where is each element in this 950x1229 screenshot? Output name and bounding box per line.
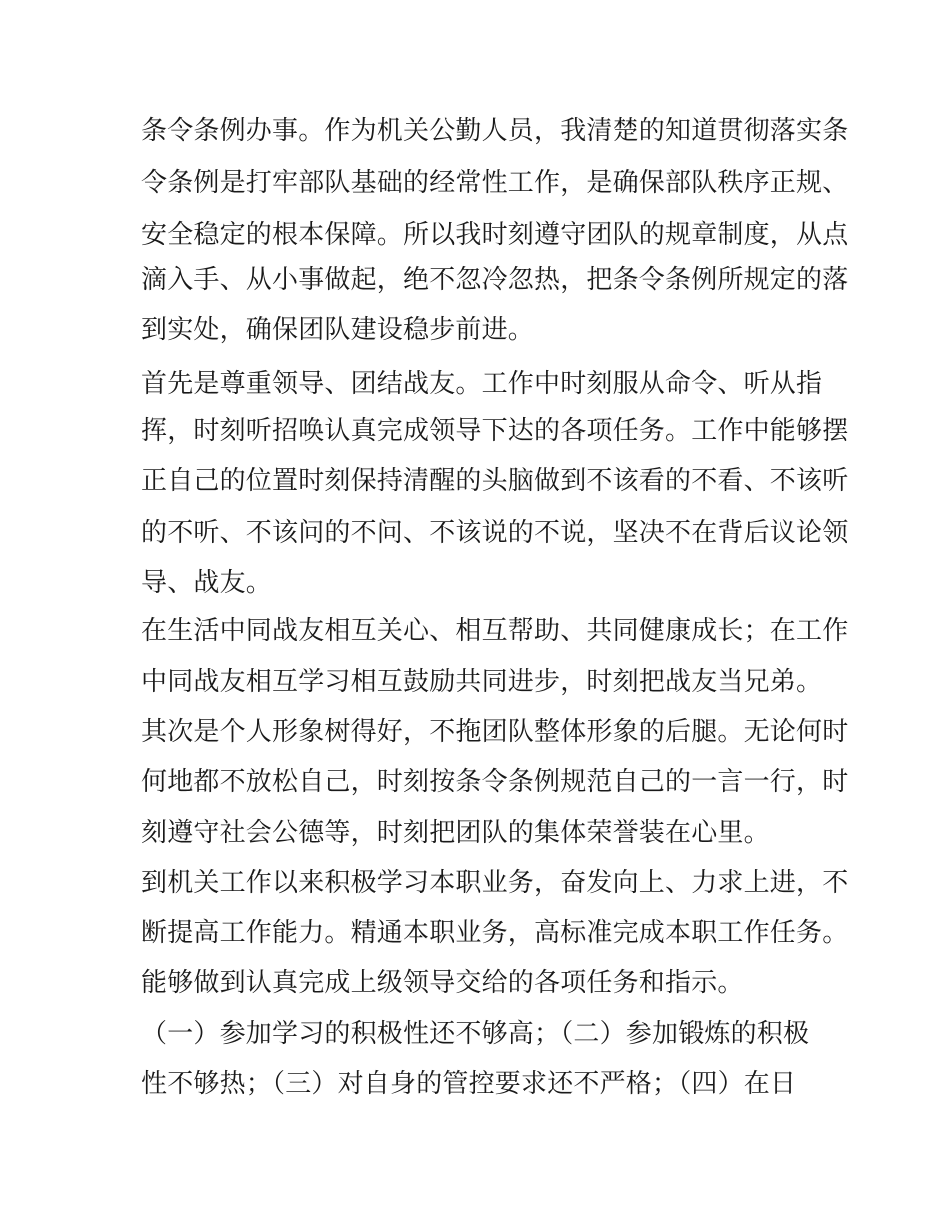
text-line: 中同战友相互学习相互鼓励共同进步，时刻把战友当兄弟。 — [141, 667, 823, 697]
text-line: 其次是个人形象树得好，不拖团队整体形象的后腿。无论何时 — [141, 717, 849, 747]
text-line: 刻遵守社会公德等，时刻把团队的集体荣誉装在心里。 — [141, 818, 770, 848]
text-line: 能够做到认真完成上级领导交给的各项任务和指示。 — [141, 968, 744, 998]
text-line: 导、战友。 — [141, 568, 273, 598]
text-line: 挥，时刻听招唤认真完成领导下达的各项任务。工作中能够摆 — [141, 416, 849, 446]
text-line: 的不听、不该问的不问、不该说的不说，坚决不在背后议论领 — [141, 518, 849, 548]
text-line: 令条例是打牢部队基础的经常性工作，是确保部队秩序正规、 — [141, 168, 849, 198]
text-line: 安全稳定的根本保障。所以我时刻遵守团队的规章制度，从点 — [141, 220, 849, 250]
text-line: 在生活中同战友相互关心、相互帮助、共同健康成长；在工作 — [141, 616, 849, 646]
text-line: 何地都不放松自己，时刻按条令条例规范自己的一言一行，时 — [141, 767, 849, 797]
text-line: 到实处，确保团队建设稳步前进。 — [141, 315, 535, 345]
text-line: 到机关工作以来积极学习本职业务，奋发向上、力求上进，不 — [141, 868, 849, 898]
text-line: 断提高工作能力。精通本职业务，高标准完成本职工作任务。 — [141, 918, 849, 948]
text-line: 首先是尊重领导、团结战友。工作中时刻服从命令、听从指 — [141, 369, 823, 399]
text-line: 正自己的位置时刻保持清醒的头脑做到不该看的不看、不该听 — [141, 466, 849, 496]
text-line: 滴入手、从小事做起，绝不忽冷忽热，把条令条例所规定的落 — [141, 265, 849, 295]
text-line: 条令条例办事。作为机关公勤人员，我清楚的知道贯彻落实条 — [141, 116, 849, 146]
text-line: 性不够热；（三）对自身的管控要求还不严格；（四）在日 — [141, 1069, 797, 1099]
text-line: （一）参加学习的积极性还不够高；（二）参加锻炼的积极 — [141, 1019, 810, 1049]
